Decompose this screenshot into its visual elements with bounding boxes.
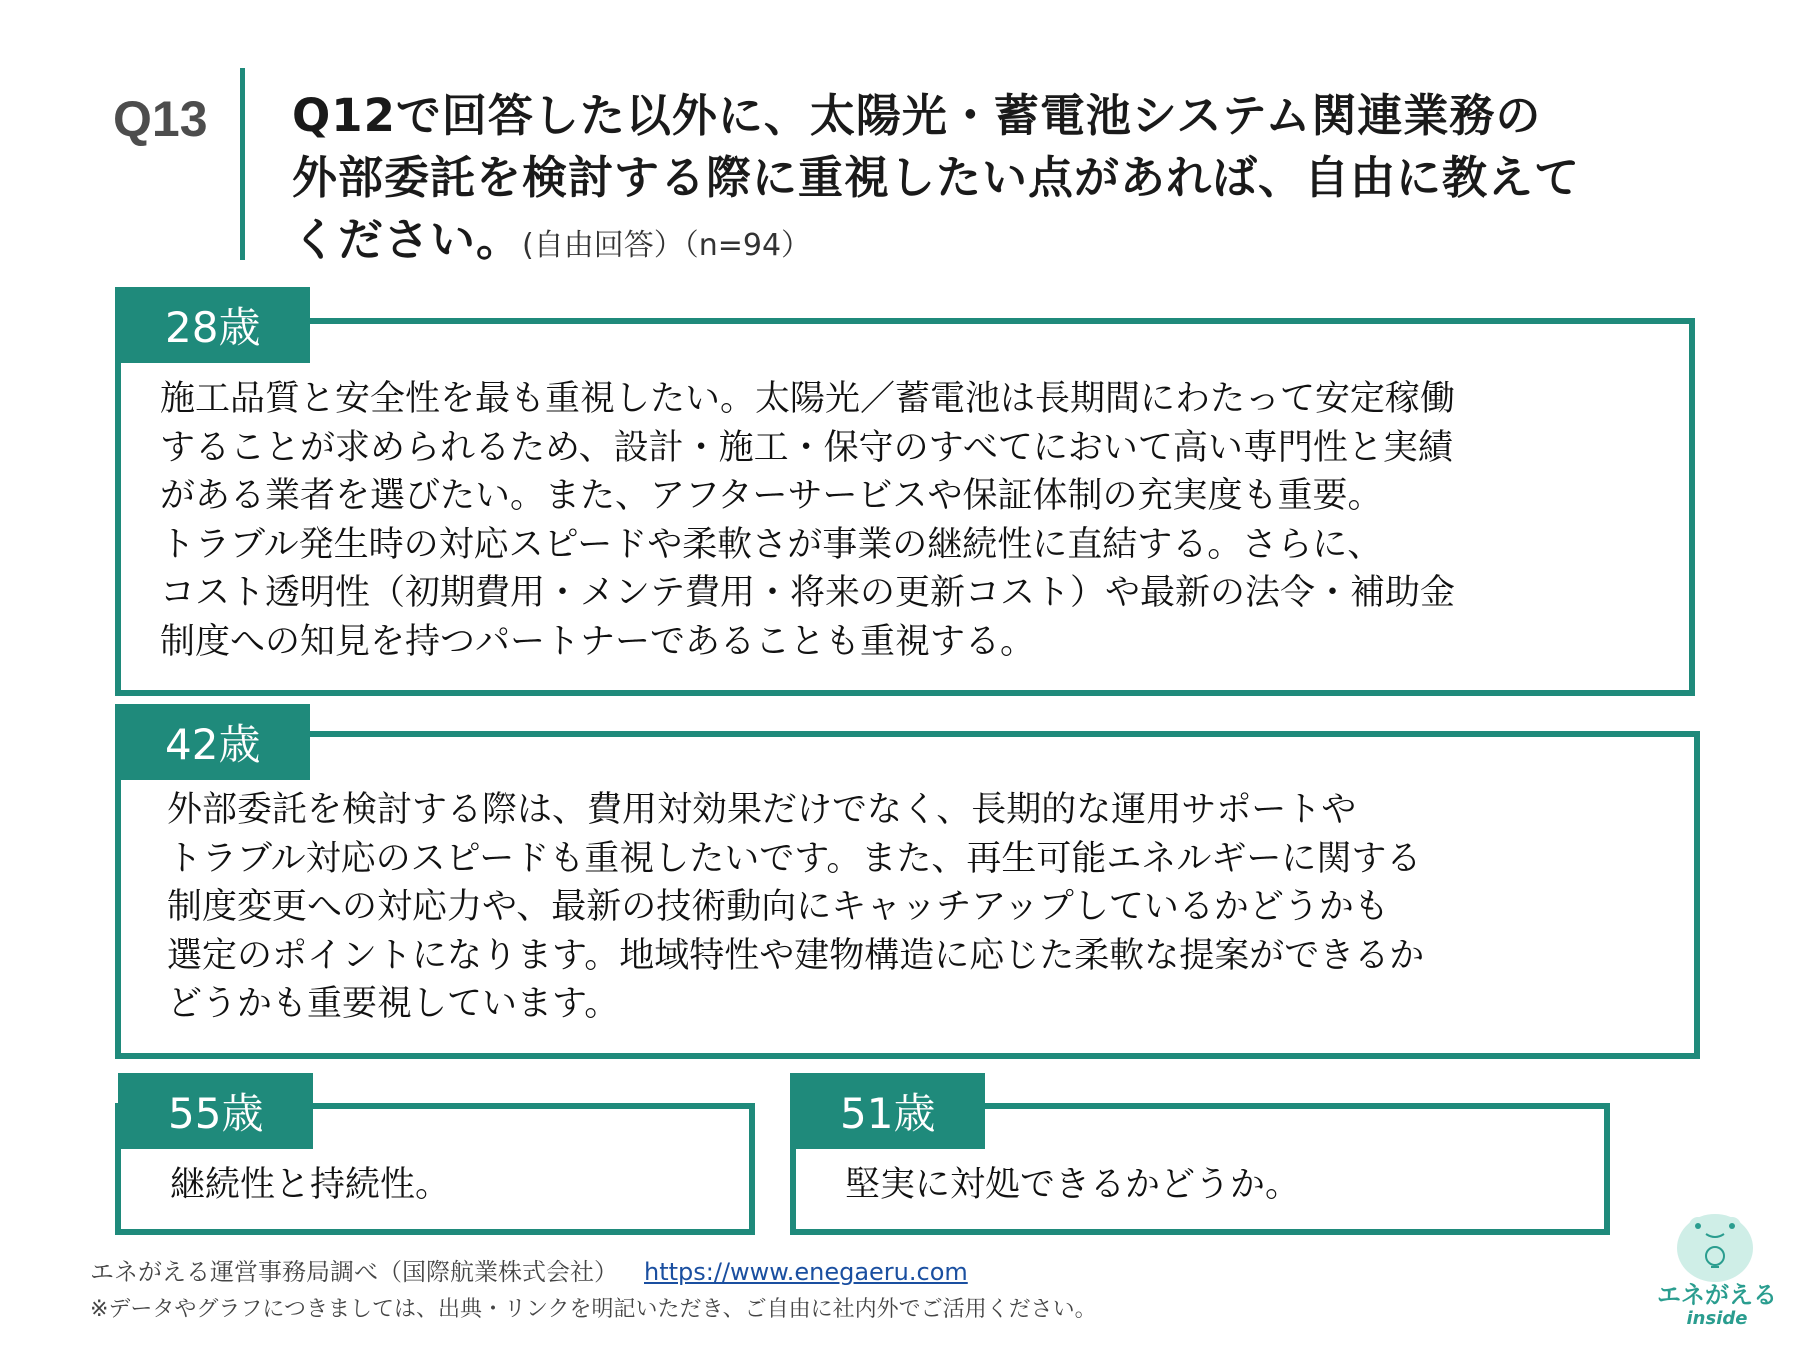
response-text-42 [167,786,1424,1029]
response-text-55 [170,1161,450,1210]
age-tab-42: 42歳 [115,704,310,780]
source-link[interactable]: https://www.enegaeru.com [644,1258,968,1286]
source-text: エネがえる運営事務局調べ（国際航業株式会社） [90,1258,618,1286]
response-28-line-6: 制度への知見を持つパートナーであることも重視する。 [160,621,1036,662]
response-42-line-1: 外部委託を検討する際は、費用対効果だけでなく、長期的な運用サポートや [167,790,1357,830]
question-number: Q13 [113,91,208,147]
response-51-line-1: 堅実に対処できるかどうか。 [845,1165,1301,1205]
response-55-line-1: 継続性と持続性。 [170,1165,451,1205]
question-line-2: 外部委託を検討する際に重視したい点があれば、自由に教えて [292,151,1581,204]
source-credit [90,1252,968,1287]
logo-sub: inside [1686,1308,1748,1329]
response-28-line-4: トラブル発生時の対応スピードや柔軟さが事業の継続性に直結する。さらに、 [160,524,1383,565]
response-42-line-2: トラブル対応のスピードも重視したいです。また、再生可能エネルギーに関する [167,838,1422,879]
response-28-line-2: することが求められるため、設計・施工・保守のすべてにおいて高い専門性と実績 [160,427,1453,468]
logo-name: エネがえる [1657,1281,1777,1309]
age-tab-51: 51歳 [790,1073,985,1149]
response-42-line-3: 制度変更への対応力や、最新の技術動向にキャッチアップしているかどうかも [167,887,1389,927]
question-line-3-text: ください。 [292,213,523,266]
response-text-51 [845,1161,1300,1210]
question-note: (自由回答）（n=94） [522,228,812,263]
usage-note: ※データやグラフにつきましては、出典・リンクを明記いただき、ご自由に社内外でご活用ください。 [90,1297,1097,1322]
question-line-1: Q12で回答した以外に、太陽光・蓄電池システム関連業務の [292,89,1542,142]
question-text [292,85,1752,277]
response-28-line-1: 施工品質と安全性を最も重視したい。太陽光／蓄電池は長期間にわたって安定稼働 [160,379,1456,419]
response-42-line-5: どうかも重要視しています。 [167,984,620,1024]
response-28-line-5: コスト透明性（初期費用・メンテ費用・将来の更新コスト）や最新の法令・補助金 [160,573,1456,613]
question-divider [240,68,245,260]
response-28-line-3: がある業者を選びたい。また、アフターサービスや保証体制の充実度も重要。 [160,476,1383,516]
response-42-line-4: 選定のポイントになります。地域特性や建物構造に応じた柔軟な提案ができるか [167,935,1425,976]
age-tab-55: 55歳 [118,1073,313,1149]
response-text-28 [160,375,1455,666]
question-line-3 [292,209,1752,277]
age-tab-28: 28歳 [115,287,310,363]
